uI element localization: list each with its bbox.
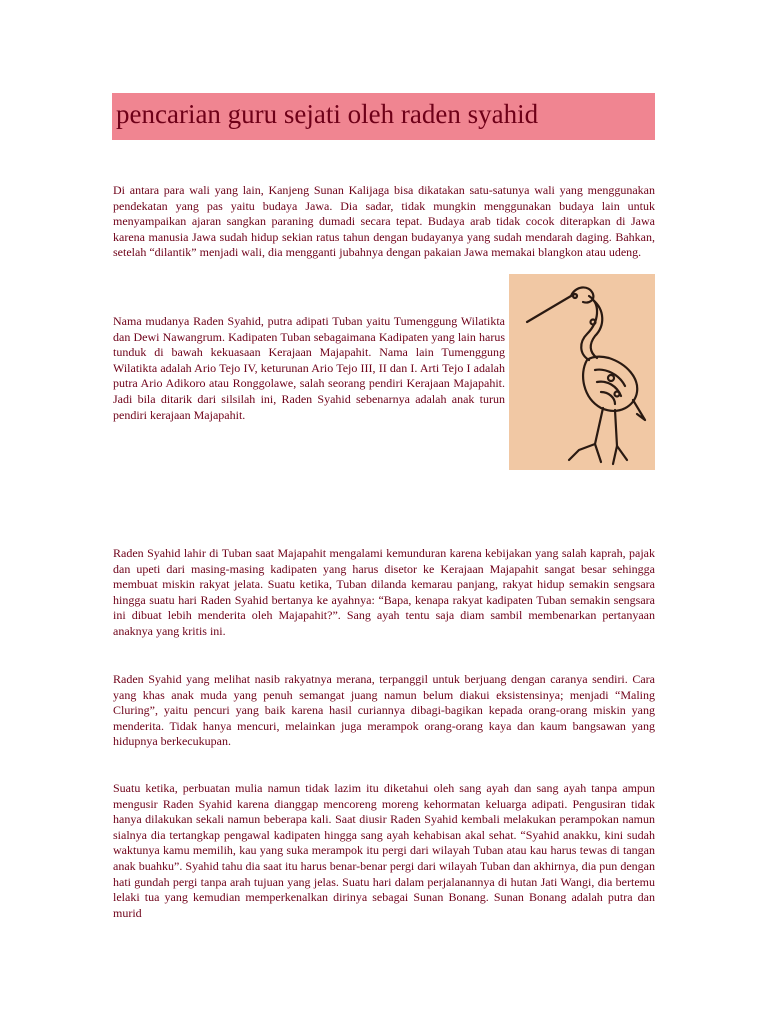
title-banner bbox=[112, 93, 655, 140]
paragraph-with-figure-wrapper bbox=[113, 314, 655, 472]
paragraph-maling-cluring: Raden Syahid yang melihat nasib rakyatnya merana, terpanggil untuk berjuang dengan caranya sendiri. Cara yang khas anak muda yang penuh semangat juang namun belum diakui eksistensinya; menjadi “Maling Cluring”, yaitu pencuri yang baik karena hasil curiannya dibagi-bagikan kepada orang-orang miskin yang menderita. Tidak hanya mencuri, melainkan juga merampok orang-orang kaya dan kaum bangsawan yang hidupnya berkecukupan. bbox=[113, 672, 655, 749]
page-title: pencarian guru sejati oleh raden syahid bbox=[116, 99, 539, 129]
paragraph-exile: Suatu ketika, perbuatan mulia namun tidak lazim itu diketahui oleh sang ayah dan sang ayah tanpa ampun mengusir Raden Syahid karena dianggap mencoreng moreng kehormatan keluarga adipati. Pengusiran tidak hanya dilakukan sekali namun beberapa kali. Saat diusir Raden Syahid kembali melakukan perampokan namun sialnya dia tertangkap pengawal kadipaten hingga sang ayah kehabisan akal sehat. “Syahid anakku, kini sudah waktunya kamu memilih, kau yang suka merampok itu pergi dari wilayah Tuban atau kau harus tewas di tangan anak buahku”. Syahid tahu dia saat itu harus benar-benar pergi dari wilayah Tuban dan akhirnya, dia pun dengan hati gundah pergi tanpa arah tujuan yang jelas. Suatu hari dalam perjalanannya di hutan Jati Wangi, dia bertemu lelaki tua yang kemudian memperkenalkan dirinya sebagai Sunan Bonang. Sunan Bonang adalah putra dan murid bbox=[113, 781, 655, 920]
paragraph-lineage: Nama mudanya Raden Syahid, putra adipati Tuban yaitu Tumenggung Wilatikta dan Dewi Nawangrum. Kadipaten Tuban sebagaimana Kadipaten yang lain harus tunduk di bawah kekuasaan Kerajaan Majapahit. Nama lain Tumenggung Wilatikta adalah Ario Tejo IV, keturunan Ario Tejo III, II dan I. Arti Tejo I adalah putra Ario Adikoro atau Ronggolawe, salah seorang pendiri Kerajaan Majapahit. Jadi bila ditarik dari silsilah ini, Raden Syahid sebenarnya adalah anak turun pendiri kerajaan Majapahit. bbox=[113, 314, 505, 422]
heron-calligraphy-image bbox=[509, 274, 655, 470]
paragraph-intro: Di antara para wali yang lain, Kanjeng Sunan Kalijaga bisa dikatakan satu-satunya wali yang menggunakan pendekatan yang pas yaitu budaya Jawa. Dia sadar, tidak mungkin menggunakan budaya lain untuk menyampaikan ajaran sangkan paraning dumadi secara tepat. Budaya arab tidak cocok diterapkan di Jawa karena manusia Jawa sudah hidup sekian ratus tahun dengan budayanya yang sudah mendarah daging. Bahkan, setelah “dilantik” menjadi wali, dia mengganti jubahnya dengan pakaian Jawa memakai blangkon atau udeng. bbox=[113, 183, 655, 260]
paragraph-birth: Raden Syahid lahir di Tuban saat Majapahit mengalami kemunduran karena kebijakan yang salah kaprah, pajak dan upeti dari masing-masing kadipaten yang harus disetor ke Kerajaan Majapahit sangat besar sehingga membuat miskin rakyat jelata. Suatu ketika, Tuban dilanda kemarau panjang, rakyat hidup semakin sengsara hingga suatu hari Raden Syahid bertanya ke ayahnya: “Bapa, kenapa rakyat kadipaten Tuban semakin sengsara ini dibuat lebih menderita oleh Majapahit?”. Sang ayah tentu saja diam sambil membenarkan pertanyaan anaknya yang kritis ini. bbox=[113, 546, 655, 638]
calligraphy-heron-icon bbox=[509, 274, 655, 470]
